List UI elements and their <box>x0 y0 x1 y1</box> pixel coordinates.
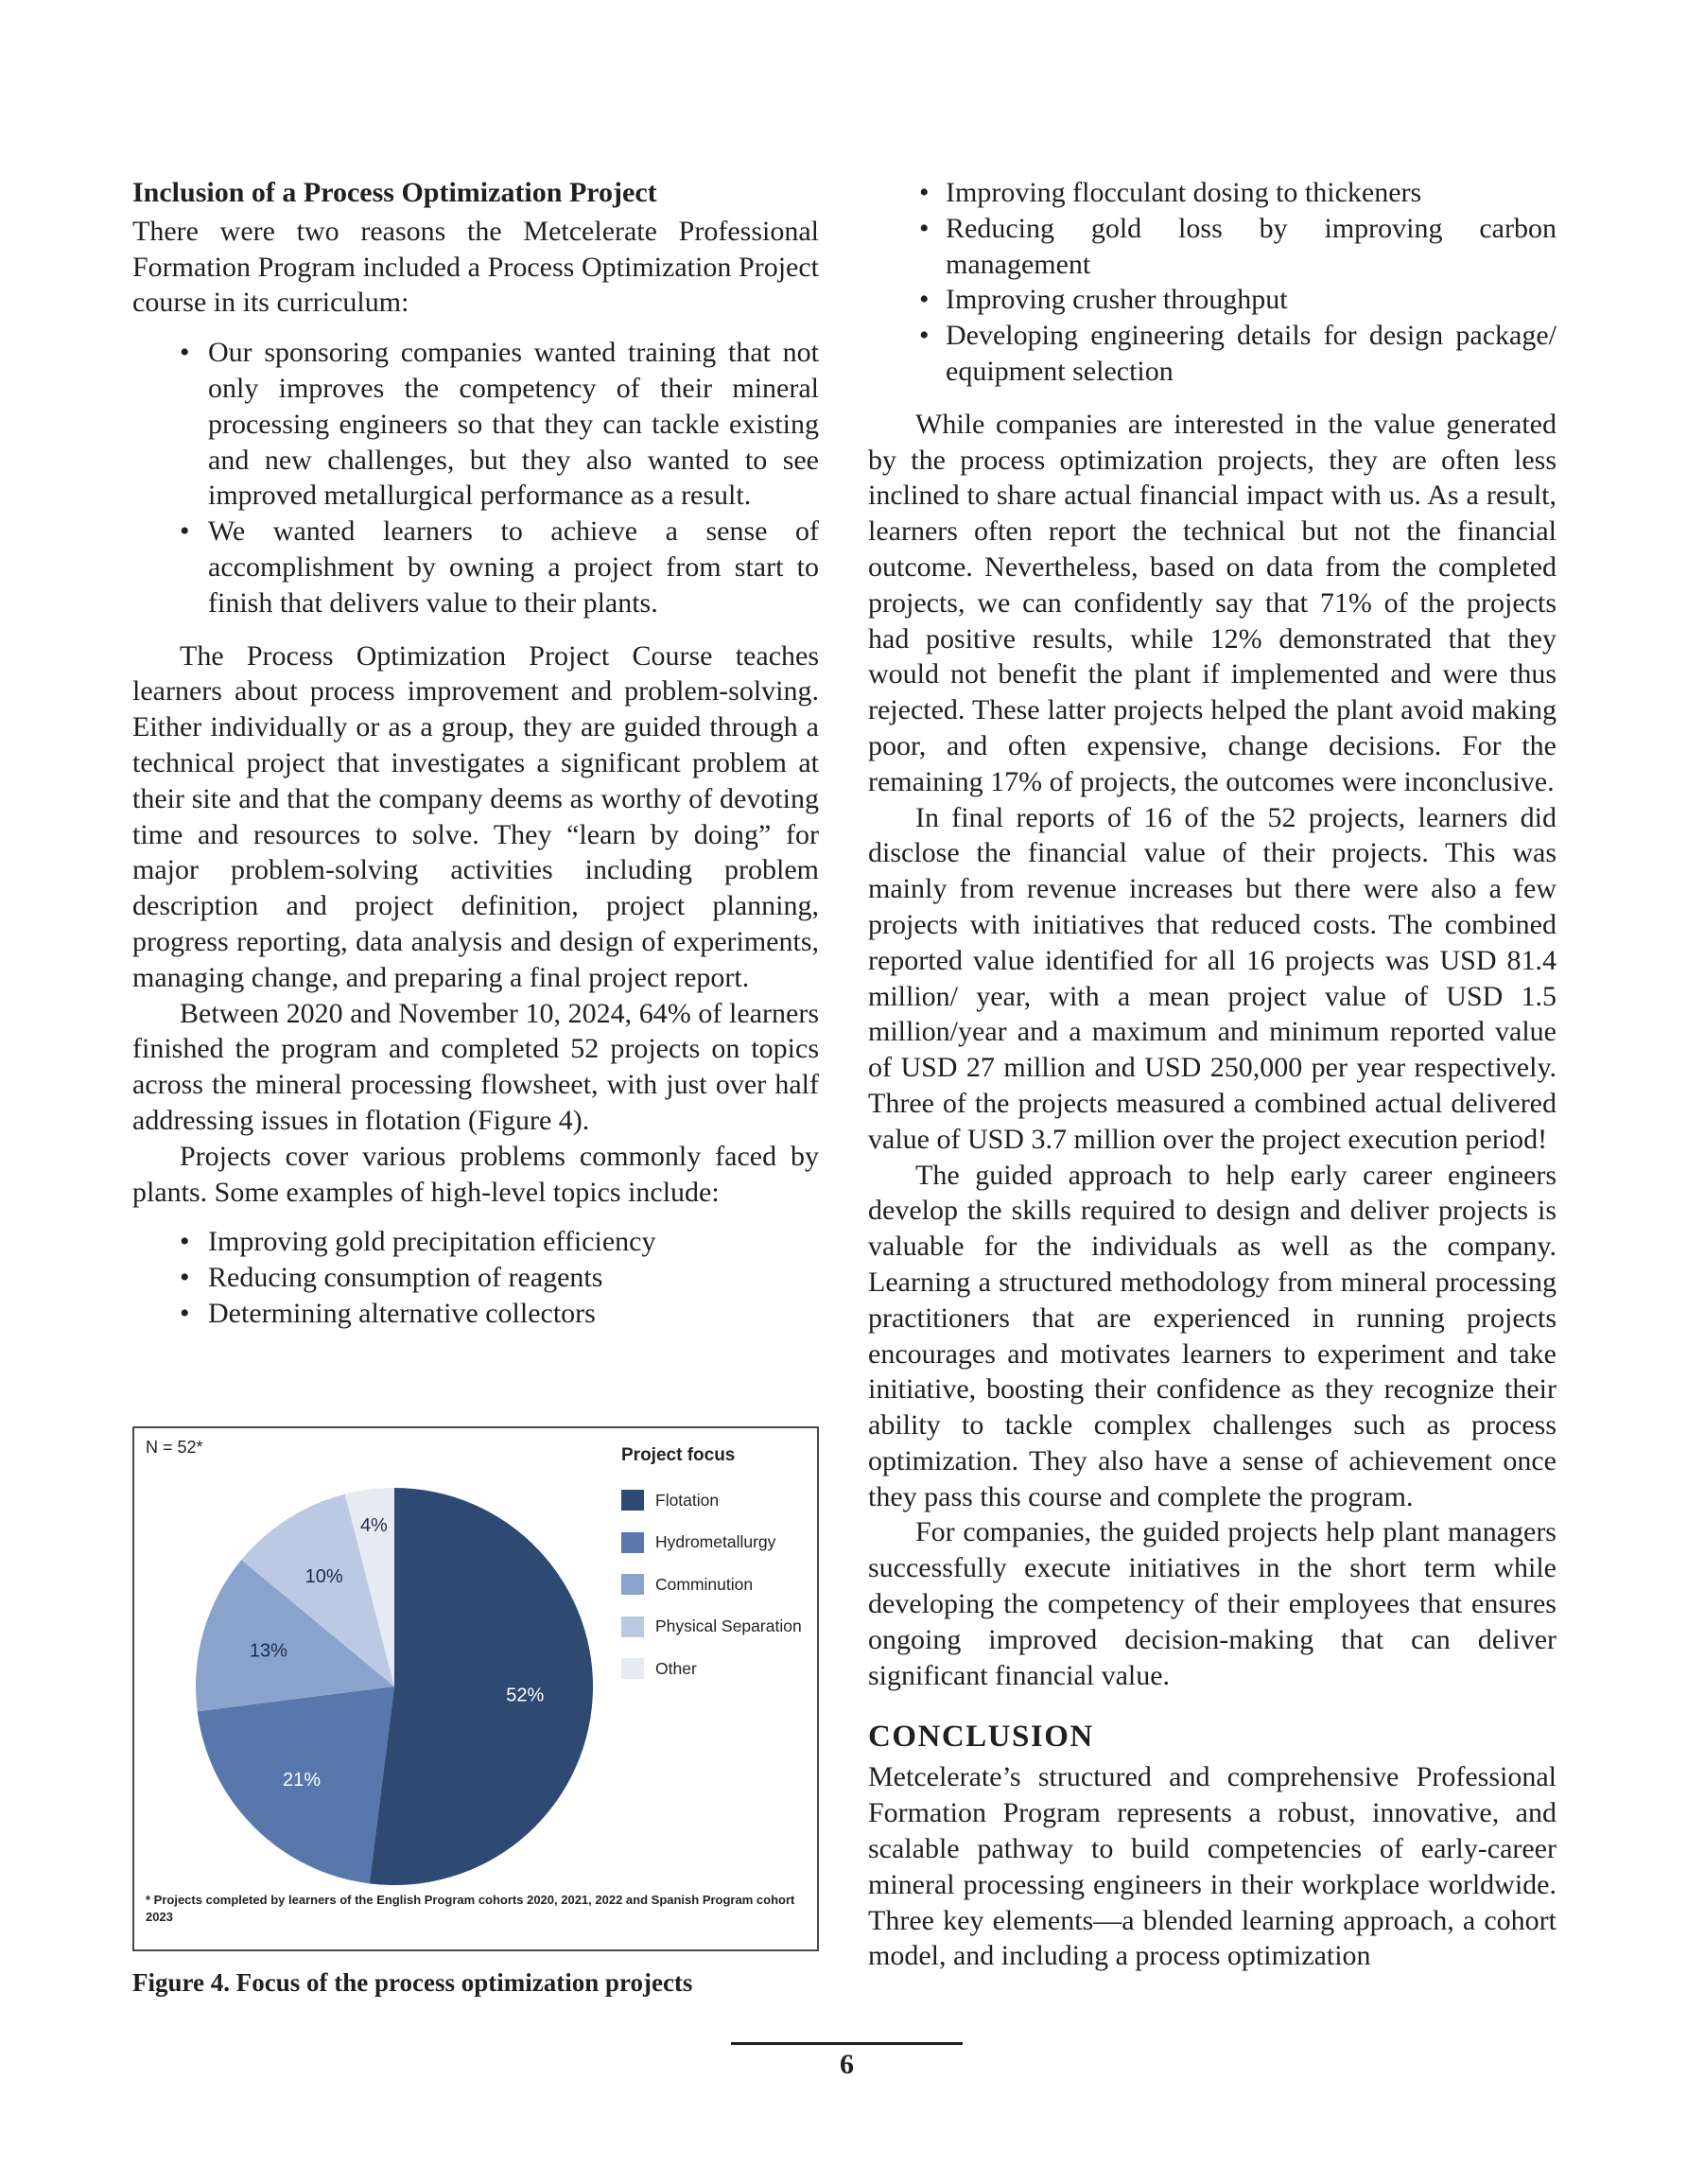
topics-list-continued <box>868 175 1557 390</box>
data-label-physical-separation: 10% <box>304 1566 343 1587</box>
legend-swatch <box>621 1490 644 1511</box>
legend-label: Hydrometallurgy <box>655 1532 776 1552</box>
list-item: • Determining alternative collectors <box>132 1296 819 1332</box>
conclusion-paragraph: Metcelerate’s structured and comprehensive Professional Formation Program represents a robust, innovative, and scalable pathway to build competencies of early-career mineral processing engineers in their workplace worldwide. Three key elements—a blended learning approach, a cohort model, and including a process optimization <box>868 1761 1557 1972</box>
list-item: • Reducing gold loss by improving carbon management <box>868 211 1557 283</box>
reasons-list <box>132 335 819 620</box>
list-item: • We wanted learners to achieve a sense of accomplishment by owning a project from start to finish that delivers value to their plants. <box>132 514 819 620</box>
left-column <box>132 175 819 1332</box>
legend-label: Physical Separation <box>655 1616 802 1636</box>
final-reports-paragraph: In final reports of 16 of the 52 projects, learners did disclose the financial value of their projects. This was mainly from revenue increases but there were also a few projects with initiatives that reduced costs. The combined reported value identified for all 16 projects was USD 81.4 million/ year, with a mean project value of USD 1.5 million/year and a maximum and minimum reported value of USD 27 million and USD 250,000 per year respectively. Three of the projects measured a combined actual delivered value of USD 3.7 million over the project execution period! <box>868 801 1557 1155</box>
legend-swatch <box>621 1658 644 1679</box>
legend-label: Other <box>655 1658 697 1678</box>
between-paragraph: Between 2020 and November 10, 2024, 64% of learners finished the program and completed 52 projects on topics across the mineral processing flowsheet, with just over half addressing issues in flotation (Figure 4). <box>132 997 819 1136</box>
data-label-comminution: 13% <box>249 1640 287 1662</box>
course-paragraph: The Process Optimization Project Course teaches learners about process improvement and problem-solving. Either individually or as a group, they are guided through a technical project that investigates a significant problem at their site and that the company deems as worthy of devoting time and resources to solve. They “learn by doing” for major problem-solving activities including problem description and project definition, project planning, progress reporting, data analysis and design of experiments, managing change, and preparing a final project report. <box>132 639 819 993</box>
list-item: • Our sponsoring companies wanted training that not only improves the competency of their mineral processing engineers so that they can tackle existing and new challenges, but they also wanted to see improved metallurgical performance as a result. <box>132 335 819 514</box>
guided-approach-paragraph: The guided approach to help early career engineers develop the skills required to design and deliver projects is valuable for the individuals as well as the company. Learning a structured methodology from mineral processing practitioners that are experienced in running projects encourages and motivates learners to experiment and take initiative, boosting their confidence as they recognize their ability to tackle complex challenges such as process optimization. They also have a sense of achievement once they pass this course and complete the program. <box>868 1159 1557 1512</box>
list-item: • Improving gold precipitation efficiency <box>132 1224 819 1260</box>
intro-paragraph: There were two reasons the Metcelerate Professional Formation Program included a Process Optimization Project course in its curriculum: <box>132 215 819 319</box>
data-label-hydrometallurgy: 21% <box>282 1770 322 1791</box>
value-paragraph: While companies are interested in the value generated by the process optimization projects, they are often less inclined to share actual financial impact with us. As a result, learners often report the technical but not the financial outcome. Nevertheless, based on data from the completed projects, we can confidently say that 71% of the projects had positive results, while 12% demonstrated that they would not benefit the plant if implemented and were thus rejected. These latter projects helped the plant avoid making poor, and often expensive, change decisions. For the remaining 17% of projects, the outcomes were inconclusive. <box>868 408 1557 797</box>
list-item: • Reducing consumption of reagents <box>132 1260 819 1296</box>
data-label-flotation: 52% <box>506 1685 545 1706</box>
page-number: 6 <box>840 2049 854 2080</box>
list-item: • Developing engineering details for design package/ equipment selection <box>868 318 1557 390</box>
pie-slice-flotation <box>370 1488 593 1885</box>
section-heading: Inclusion of a Process Optimization Project <box>132 177 657 208</box>
legend-entry-other <box>621 1648 815 1690</box>
list-item: • Improving crusher throughput <box>868 282 1557 318</box>
figure-caption: Figure 4. Focus of the process optimization projects <box>132 1968 693 1997</box>
legend-entry-hydrometallurgy <box>621 1522 815 1564</box>
pie-chart-figure <box>132 1426 819 1951</box>
legend-swatch <box>621 1574 644 1595</box>
page-number-rule <box>731 2042 963 2045</box>
legend-entry-physical-separation <box>621 1606 815 1649</box>
data-label-other: 4% <box>359 1515 388 1537</box>
companies-paragraph: For companies, the guided projects help plant managers successfully execute initiatives in the short term while developing the competency of their employees that ensures ongoing improved decision-making that can deliver significant financial value. <box>868 1516 1557 1691</box>
projects-paragraph: Projects cover various problems commonly faced by plants. Some examples of high-level topics include: <box>132 1140 819 1208</box>
legend-title: Project focus <box>621 1445 736 1465</box>
chart-legend <box>621 1445 815 1690</box>
legend-entry-comminution <box>621 1564 815 1606</box>
legend-label: Flotation <box>655 1490 720 1510</box>
legend-swatch <box>621 1616 644 1637</box>
legend-swatch <box>621 1532 644 1553</box>
legend-entry-flotation <box>621 1479 815 1522</box>
figure-footnote: * Projects completed by learners of the English Program cohorts 2020, 2021, 2022 and Spanish Program cohort 2023 <box>146 1893 795 1924</box>
sample-size-label: N = 52* <box>146 1438 203 1457</box>
conclusion-heading: CONCLUSION <box>868 1720 1094 1755</box>
topics-list <box>132 1224 819 1331</box>
list-item: • Improving flocculant dosing to thickeners <box>868 175 1557 211</box>
legend-items <box>621 1479 815 1690</box>
legend-label: Comminution <box>655 1574 754 1594</box>
right-column <box>868 175 1557 1974</box>
